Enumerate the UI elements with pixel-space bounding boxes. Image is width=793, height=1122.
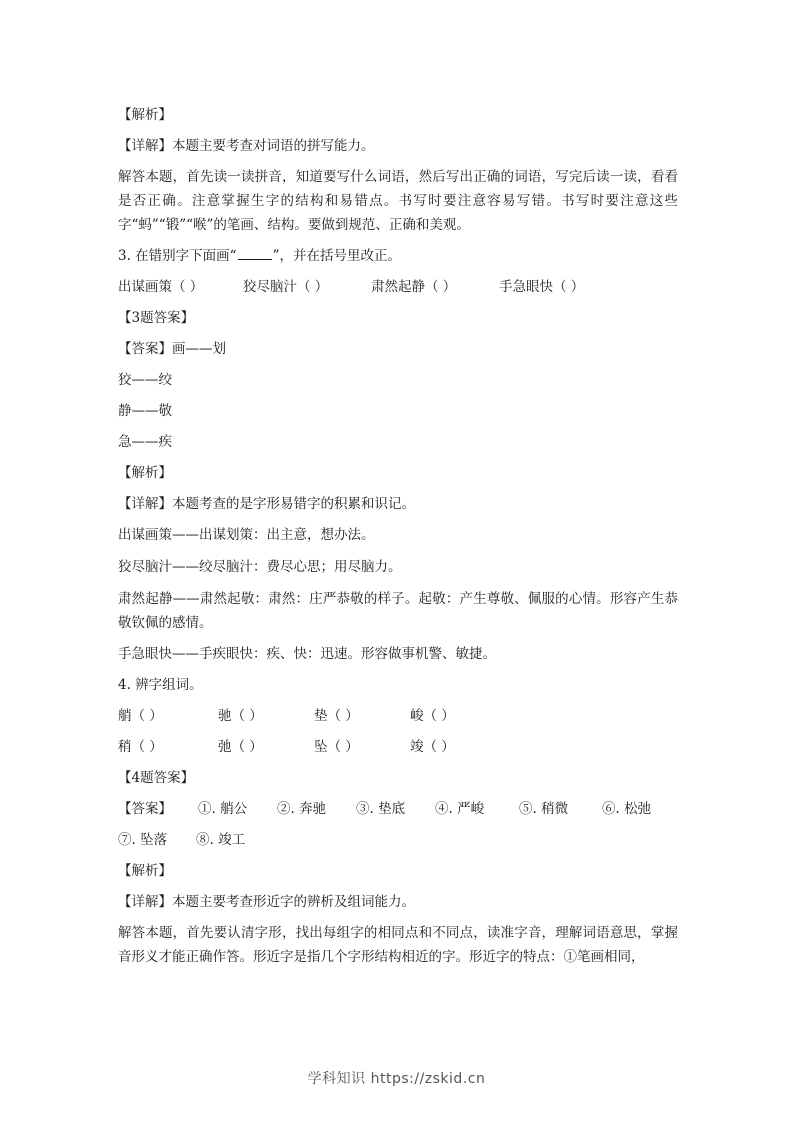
question-3 <box>118 241 678 272</box>
answer-3-detail-2: 出谋画策——出谋划策：出主意，想办法。 <box>118 527 375 543</box>
analysis-heading: 【解析】 <box>118 107 172 123</box>
answer-4-item-6: ⑥. 松弛 <box>602 801 652 817</box>
answer-4-item-3: ③. 垫底 <box>356 801 406 817</box>
question-3-items <box>118 272 678 303</box>
answer-3-line-4: 急——疾 <box>118 434 172 450</box>
answer-4-title: 【4题答案】 <box>118 770 195 786</box>
answer-4-label: 【答案】 <box>118 801 172 817</box>
question-4-row-1 <box>118 701 678 732</box>
answer-4-item-7: ⑦. 坠落 <box>118 832 168 848</box>
q4-r1-item-2: 驰（ ） <box>218 708 263 724</box>
q4-r2-item-2: 弛（ ） <box>218 739 263 755</box>
q3-item-1: 出谋画策（ ） <box>118 279 204 295</box>
q3-item-3: 肃然起静（ ） <box>371 279 457 295</box>
footer-watermark: 学科知识 https://zskid.cn <box>307 1071 486 1087</box>
answer-3-detail-1: 【详解】本题考查的是字形易错字的积累和识记。 <box>118 496 415 512</box>
answer-4-item-8: ⑧. 竣工 <box>196 832 246 848</box>
answer-4-detail-2: 解答本题，首先要认清字形，找出每组字的相同点和不同点，读准字音，理解词语意思，掌握音形义才能正确作答。形近字是指几个字形结构相近的字。形近字的特点：①笔画相同， <box>118 925 678 965</box>
answer-3-line-1: 【答案】画——划 <box>118 341 226 357</box>
answer-3-line-2: 狡——绞 <box>118 372 172 388</box>
question-3-suffix: ”，并在括号里改正。 <box>272 248 401 264</box>
answer-4-item-1: ①. 艄公 <box>198 801 248 817</box>
document-body <box>118 100 678 973</box>
q4-r1-item-1: 艄（ ） <box>118 708 163 724</box>
answer-explanation: 解答本题，首先读一读拼音，知道要写什么词语，然后写出正确的词语，写完后读一读，看看是否正确。注意掌握生字的结构和易错点。书写时要注意容易写错。书写时要注意这些字“蚂”“锻”“喉”的笔画、结构。要做到规范、正确和美观。 <box>118 169 678 233</box>
answer-4-item-5: ⑤. 稍微 <box>519 801 569 817</box>
detail-text: 【详解】本题主要考查对词语的拼写能力。 <box>118 138 375 154</box>
q4-r2-item-3: 坠（ ） <box>314 739 359 755</box>
q4-r1-item-3: 垫（ ） <box>314 708 359 724</box>
question-4-row-2 <box>118 732 678 763</box>
answer-3-detail-4: 肃然起静——肃然起敬：肃然：庄严恭敬的样子。起敬：产生尊敬、佩服的心情。形容产生恭敬钦佩的感情。 <box>118 591 678 631</box>
underline-mark <box>238 247 272 260</box>
q4-r1-item-4: 峻（ ） <box>410 708 455 724</box>
question-3-prefix: 3. 在错别字下面画“ <box>118 248 237 264</box>
answer-4-detail-1: 【详解】本题主要考查形近字的辨析及组词能力。 <box>118 894 415 910</box>
answer-4-analysis-heading: 【解析】 <box>118 863 172 879</box>
answer-4-line-2 <box>118 825 678 856</box>
answer-4-item-2: ②. 奔驰 <box>277 801 327 817</box>
q3-item-2: 狡尽脑汁（ ） <box>243 279 329 295</box>
answer-3-analysis-heading: 【解析】 <box>118 465 172 481</box>
q4-r2-item-1: 稍（ ） <box>118 739 163 755</box>
answer-3-detail-5: 手急眼快——手疾眼快：疾、快：迅速。形容做事机警、敏捷。 <box>118 646 496 662</box>
answer-4-item-4: ④. 严峻 <box>435 801 485 817</box>
answer-4-line-1 <box>118 794 678 825</box>
answer-3-title: 【3题答案】 <box>118 310 195 326</box>
q4-r2-item-4: 竣（ ） <box>410 739 455 755</box>
answer-3-detail-3: 狡尽脑汁——绞尽脑汁：费尽心思；用尽脑力。 <box>118 559 402 575</box>
answer-3-line-3: 静——敬 <box>118 403 172 419</box>
q3-item-4: 手急眼快（ ） <box>499 279 585 295</box>
question-4: 4. 辨字组词。 <box>118 677 203 693</box>
